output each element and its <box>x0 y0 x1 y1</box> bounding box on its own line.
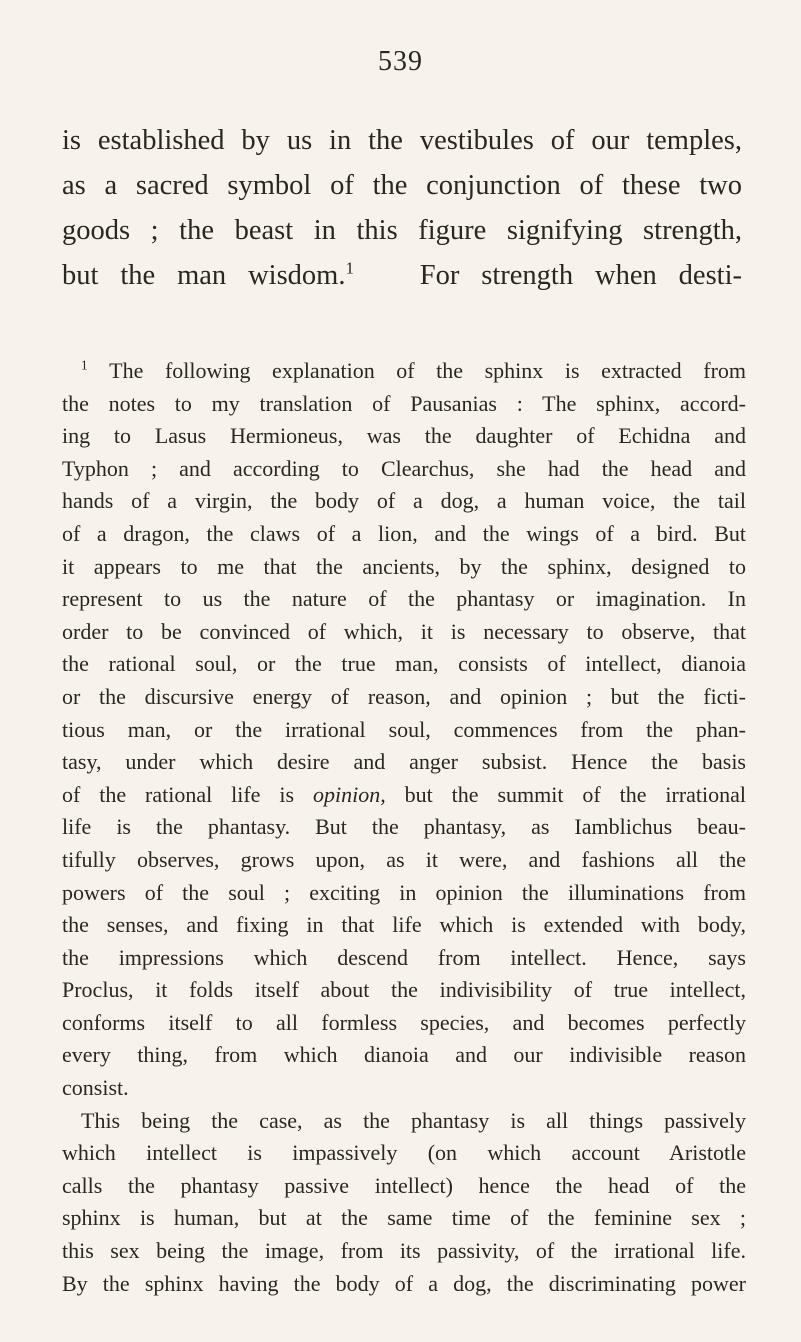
footnote-line: represent to us the nature of the phantasy or imagination. In <box>62 586 746 612</box>
footnote-line: By the sphinx having the body of a dog, the discriminating power <box>62 1270 746 1296</box>
footnote-line: sphinx is human, but at the same time of the feminine sex ; <box>62 1205 746 1231</box>
main-line <box>62 253 742 298</box>
footnote-line-text: but the summit of the irrational <box>404 781 747 807</box>
emphasized-word: opinion, <box>312 781 386 807</box>
footnote-line: the impressions which descend from intellect. Hence, says <box>62 944 746 970</box>
footnote-line: this sex being the image, from its passivity, of the irrational life. <box>62 1238 746 1264</box>
footnote-line: This being the case, as the phantasy is all things passively <box>81 1107 746 1133</box>
footnote-line-text: of the rational life is <box>62 781 295 807</box>
footnote-line: the senses, and fixing in that life which is extended with body, <box>62 912 746 938</box>
footnote-line: tasy, under which desire and anger subsist. Hence the basis <box>62 749 746 775</box>
main-line-text: For strength when desti- <box>419 260 742 291</box>
footnote <box>62 355 746 1300</box>
footnote-line <box>62 779 746 812</box>
footnote-line: tifully observes, grows upon, as it were, and fashions all the <box>62 846 746 872</box>
main-line: as a sacred symbol of the conjunction of these two <box>62 170 742 201</box>
footnote-line: Typhon ; and according to Clearchus, she had the head and <box>62 455 746 481</box>
footnote-line: consist. <box>62 1075 129 1101</box>
footnote-line: which intellect is impassively (on which account Aristotle <box>62 1140 746 1166</box>
footnote-line: every thing, from which dianoia and our indivisible reason <box>62 1042 746 1068</box>
footnote-line: the notes to my translation of Pausanias : The sphinx, accord- <box>62 390 746 416</box>
main-line: goods ; the beast in this figure signifying strength, <box>62 215 742 246</box>
footnote-line <box>62 355 746 388</box>
footnote-line: it appears to me that the ancients, by the sphinx, designed to <box>62 553 746 579</box>
footnote-line: conforms itself to all formless species, and becomes perfectly <box>62 1009 746 1035</box>
page-number: 539 <box>378 46 423 77</box>
main-line-text: but the man wisdom. <box>62 260 346 291</box>
footnote-line: life is the phantasy. But the phantasy, as Iamblichus beau- <box>62 814 746 840</box>
footnote-line: powers of the soul ; exciting in opinion the illuminations from <box>62 879 746 905</box>
footnote-line: hands of a virgin, the body of a dog, a human voice, the tail <box>62 488 746 514</box>
footnote-line: calls the phantasy passive intellect) hence the head of the <box>62 1172 746 1198</box>
footnote-line: the rational soul, or the true man, consists of intellect, dianoia <box>62 651 746 677</box>
footnote-line: or the discursive energy of reason, and opinion ; but the ficti- <box>62 683 746 709</box>
footnote-line: Proclus, it folds itself about the indivisibility of true intellect, <box>62 977 746 1003</box>
main-line: is established by us in the vestibules of our temples, <box>62 125 742 156</box>
footnote-line: tious man, or the irrational soul, commences from the phan- <box>62 716 746 742</box>
main-text <box>62 118 742 298</box>
footnote-line: ing to Lasus Hermioneus, was the daughter of Echidna and <box>62 423 746 449</box>
footnote-line-text: The following explanation of the sphinx is extracted from <box>109 358 747 383</box>
footnote-line: of a dragon, the claws of a lion, and the wings of a bird. But <box>62 520 746 546</box>
footnote-marker: 1 <box>81 357 88 373</box>
footnote-reference[interactable]: 1 <box>345 258 354 278</box>
footnote-line: order to be convinced of which, it is necessary to observe, that <box>62 618 746 644</box>
